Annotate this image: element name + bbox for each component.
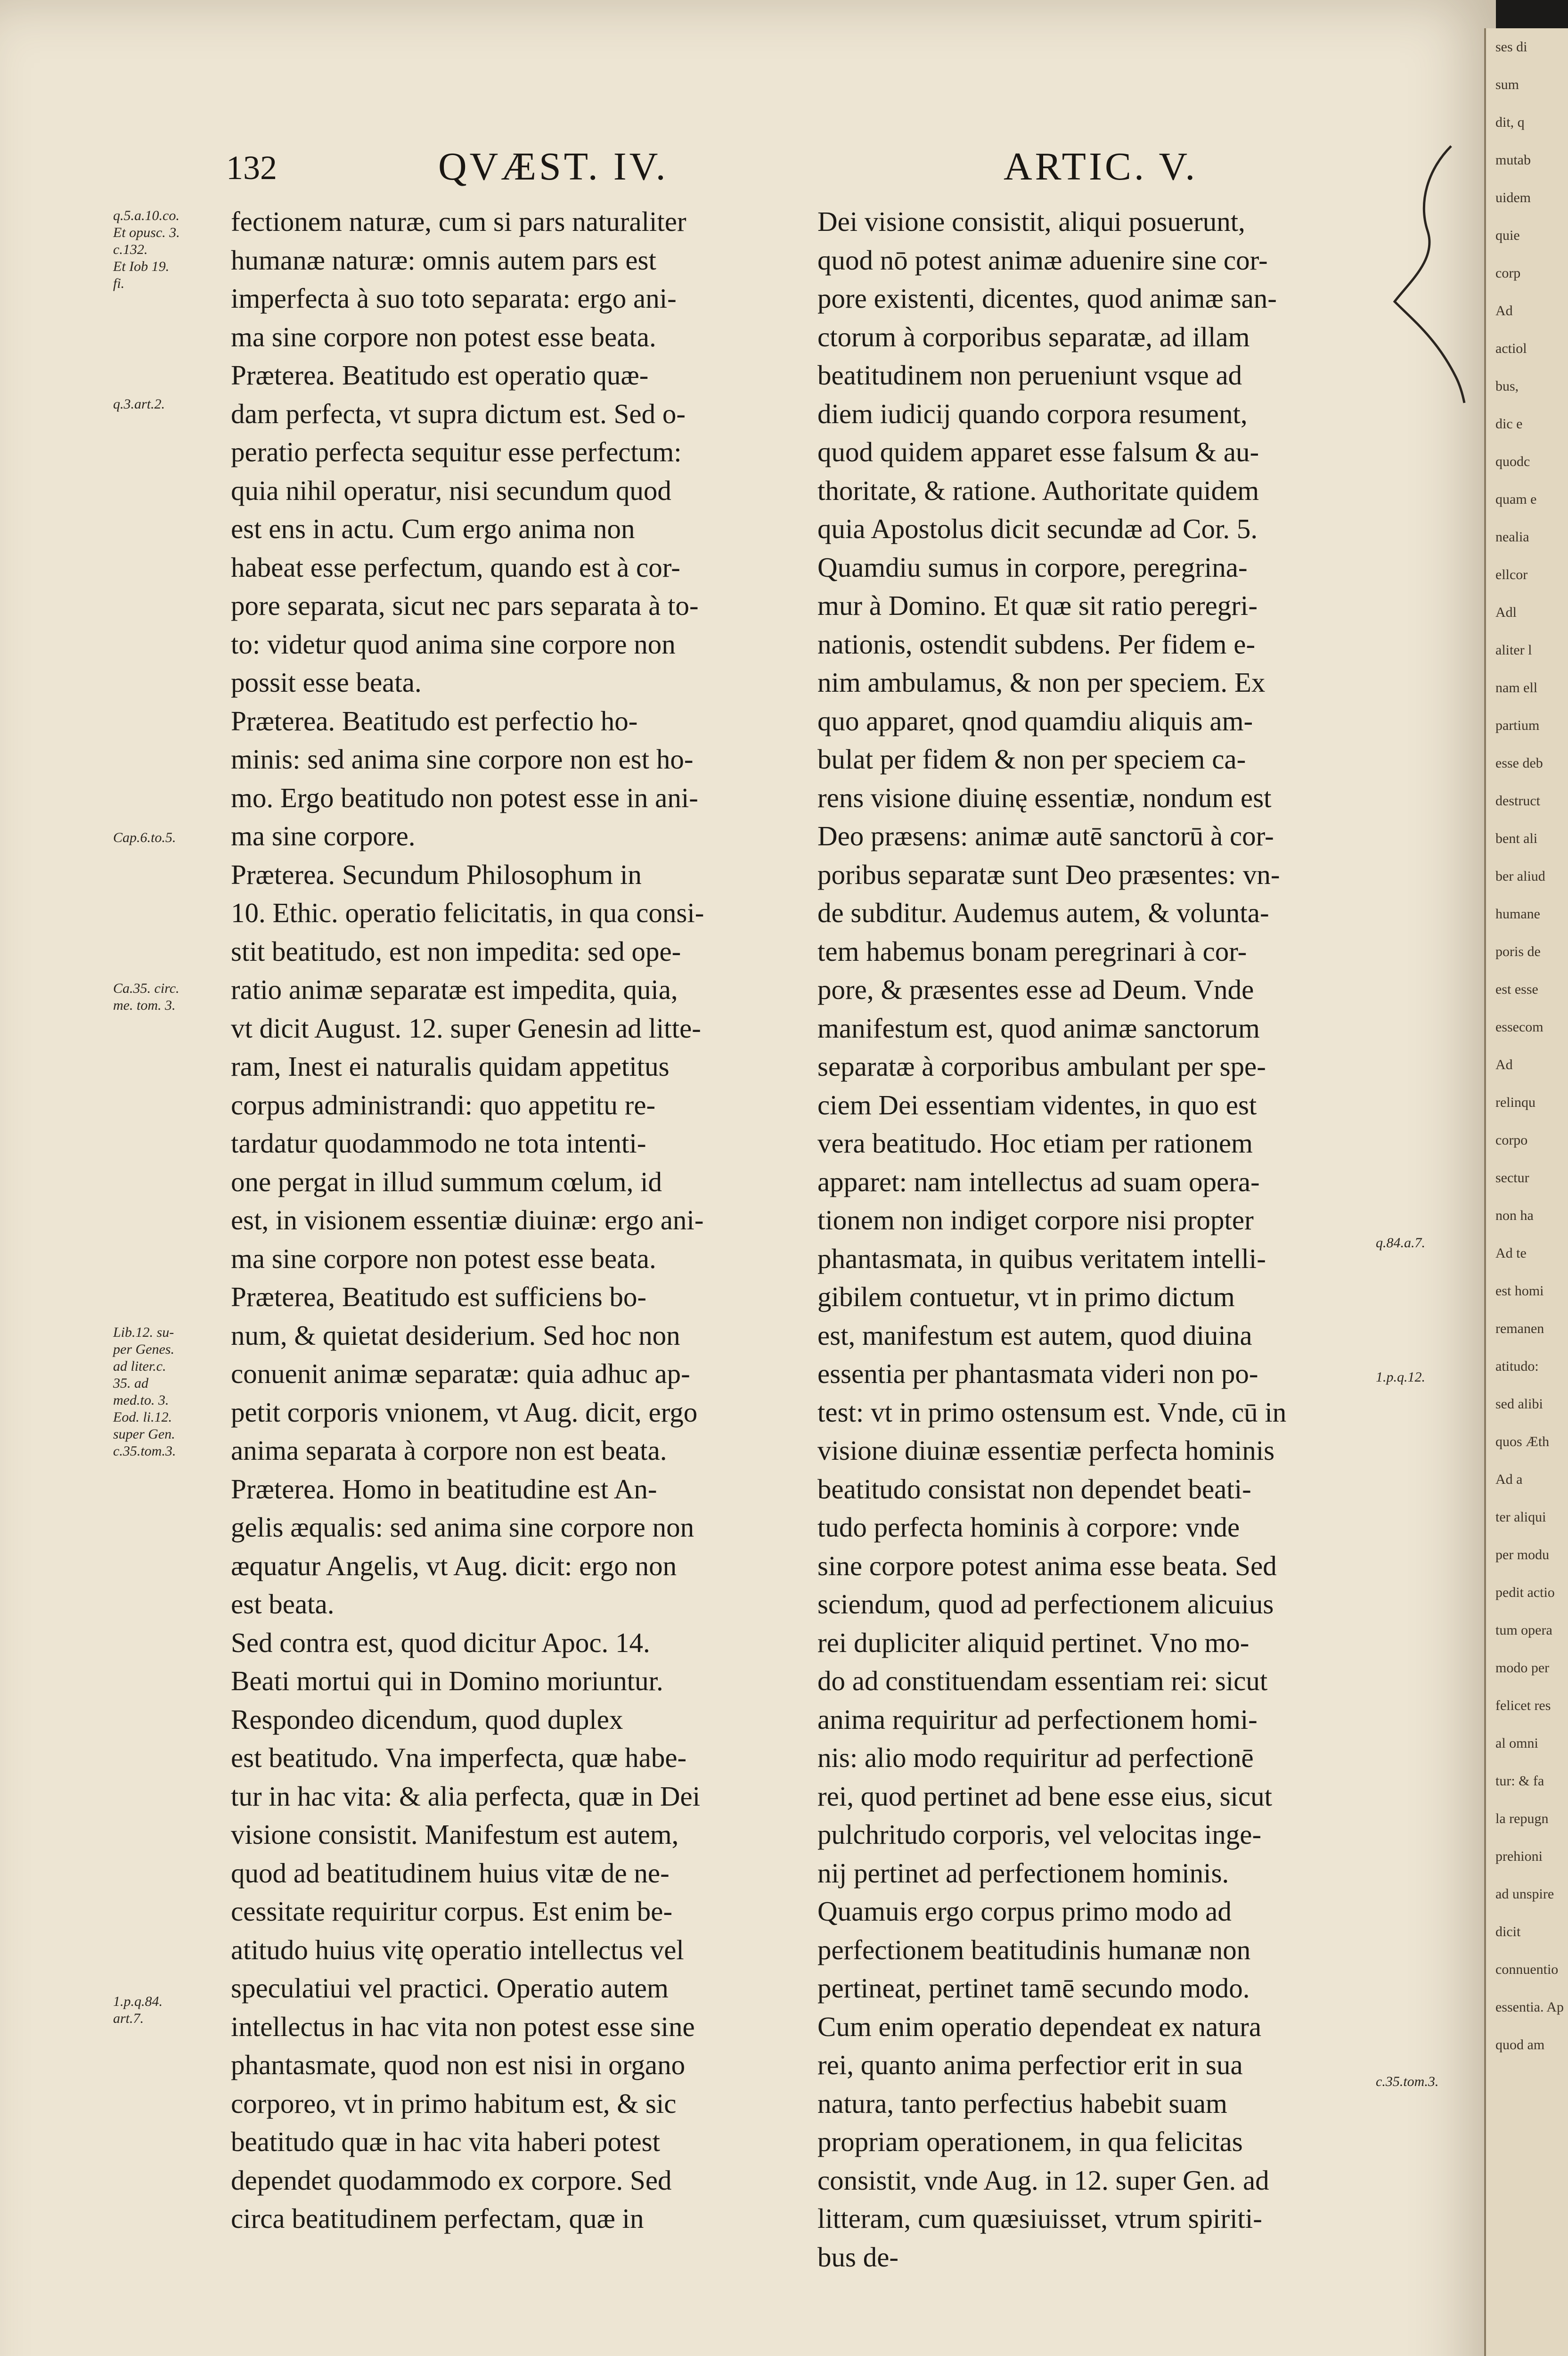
text-line: atitudo huius vitę operatio intellectus vel <box>231 1934 684 1965</box>
text-line: separatæ à corporibus ambulant per spe- <box>817 1051 1266 1082</box>
text-line: pore separata, sicut nec pars separata à to- <box>231 590 699 621</box>
adjacent-page-fragment: al omni <box>1495 1735 1538 1751</box>
text-line: imperfecta à suo toto separata: ergo ani- <box>231 283 677 314</box>
text-line: perfectionem beatitudinis humanæ non <box>817 1934 1251 1965</box>
adjacent-page-fragment: aliter l <box>1495 642 1532 658</box>
text-line: manifestum est, quod animæ sanctorum <box>817 1012 1260 1044</box>
text-line: ratio animæ separatæ est impedita, quia, <box>231 974 678 1005</box>
adjacent-page-fragment: quod am <box>1495 2037 1545 2053</box>
text-line: tionem non indiget corpore nisi propter <box>817 1204 1254 1235</box>
text-line: thoritate, & ratione. Authoritate quidem <box>817 474 1259 506</box>
adjacent-page-fragment: sed alibi <box>1495 1396 1543 1412</box>
text-line: phantasmate, quod non est nisi in organo <box>231 2049 686 2080</box>
margin-note-left: Lib.12. su- per Genes. ad liter.c. 35. ad med.to. 3. Eod. li.12. super Gen. c.35.tom.3. <box>113 1325 176 1459</box>
adjacent-page-edge <box>1484 28 1568 2356</box>
adjacent-page-fragment: partium <box>1495 718 1540 733</box>
margin-note-left: q.3.art.2. <box>113 396 165 412</box>
adjacent-page-fragment: est homi <box>1495 1283 1544 1299</box>
margin-note-left: q.5.a.10.co. Et opusc. 3. c.132. Et Iob 19. fi. <box>113 208 180 291</box>
text-line: visione diuinæ essentiæ perfecta hominis <box>817 1435 1275 1466</box>
text-line: phantasmata, in quibus veritatem intelli- <box>817 1243 1266 1274</box>
adjacent-page-fragment: la repugn <box>1495 1811 1549 1826</box>
adjacent-page-fragment: dit, q <box>1495 115 1525 130</box>
text-line: tur in hac vita: & alia perfecta, quæ in Dei <box>231 1780 701 1812</box>
text-line: quod quidem apparet esse falsum & au- <box>817 436 1259 467</box>
text-line: quia nihil operatur, nisi secundum quod <box>231 474 671 506</box>
text-line: 10. Ethic. operatio felicitatis, in qua consi- <box>231 897 704 928</box>
adjacent-page-fragment: humane <box>1495 906 1540 922</box>
text-line: litteram, cum quæsiuisset, vtrum spiriti- <box>817 2203 1262 2234</box>
text-line: pertineat, pertinet tamē secundo modo. <box>817 1972 1250 2004</box>
adjacent-page-fragment: dicit <box>1495 1924 1521 1939</box>
text-line: dependet quodammodo ex corpore. Sed <box>231 2164 672 2196</box>
text-line: Quamuis ergo corpus primo modo ad <box>817 1896 1232 1927</box>
text-line: bus de- <box>817 2241 899 2273</box>
text-line: corporeo, vt in primo habitum est, & sic <box>231 2087 677 2119</box>
text-line: nij pertinet ad perfectionem hominis. <box>817 1857 1229 1889</box>
text-line: est ens in actu. Cum ergo anima non <box>231 513 635 544</box>
text-line: beatitudo quæ in hac vita haberi potest <box>231 2126 660 2157</box>
text-line: pulchritudo corporis, vel velocitas inge- <box>817 1819 1262 1850</box>
adjacent-page-fragment: atitudo: <box>1495 1358 1539 1374</box>
text-line: est beata. <box>231 1588 335 1620</box>
text-line: consistit, vnde Aug. in 12. super Gen. ad <box>817 2164 1269 2196</box>
text-line: conuenit animæ separatæ: quia adhuc ap- <box>231 1358 690 1389</box>
text-line: anima requiritur ad perfectionem homi- <box>817 1703 1258 1735</box>
text-line: Præterea. Beatitudo est perfectio ho- <box>231 705 638 736</box>
text-line: æquatur Angelis, vt Aug. dicit: ergo non <box>231 1550 677 1581</box>
text-line: stit beatitudo, est non impedita: sed ope- <box>231 935 681 967</box>
text-line: num, & quietat desiderium. Sed hoc non <box>231 1319 680 1351</box>
text-line: humanæ naturæ: omnis autem pars est <box>231 244 656 276</box>
text-line: sciendum, quod ad perfectionem alicuius <box>817 1588 1274 1620</box>
adjacent-page-fragment: corpo <box>1495 1132 1528 1148</box>
adjacent-page-fragment: nealia <box>1495 529 1529 545</box>
text-line: vera beatitudo. Hoc etiam per rationem <box>817 1128 1253 1159</box>
adjacent-page-fragment: relinqu <box>1495 1095 1535 1110</box>
question-heading: QVÆST. IV. <box>438 145 669 188</box>
text-line: Præterea. Homo in beatitudine est An- <box>231 1473 657 1505</box>
adjacent-page-fragment: per modu <box>1495 1547 1550 1562</box>
text-line: one pergat in illud summum cœlum, id <box>231 1166 662 1197</box>
adjacent-page-fragment: bent ali <box>1495 831 1538 846</box>
adjacent-page-fragment: quie <box>1495 228 1520 243</box>
adjacent-page-fragment: mutab <box>1495 152 1531 168</box>
adjacent-page-fragment: quodc <box>1495 454 1530 469</box>
text-line: ram, Inest ei naturalis quidam appetitus <box>231 1051 670 1082</box>
adjacent-page-fragment: bus, <box>1495 378 1519 394</box>
adjacent-page-fragment: pedit actio <box>1495 1585 1555 1600</box>
text-line: rei, quod pertinet ad bene esse eius, sicut <box>817 1780 1273 1812</box>
ink-annotation-mark <box>1380 141 1475 405</box>
text-line: speculatiui vel practici. Operatio autem <box>231 1972 669 2004</box>
text-line: est, in visionem essentiæ diuinæ: ergo ani- <box>231 1204 704 1235</box>
text-line: pore existenti, dicentes, quod animæ san- <box>817 283 1277 314</box>
text-line: petit corporis vnionem, vt Aug. dicit, ergo <box>231 1396 698 1428</box>
text-line: ctorum à corporibus separatæ, ad illam <box>817 321 1250 352</box>
adjacent-page-fragment: ter aliqui <box>1495 1509 1546 1525</box>
adjacent-page-fragment: Ad <box>1495 303 1513 319</box>
text-line: essentia per phantasmata videri non po- <box>817 1358 1258 1389</box>
adjacent-page-fragment: connuentio <box>1495 1962 1559 1977</box>
text-line: Quamdiu sumus in corpore, peregrina- <box>817 551 1248 583</box>
text-line: peratio perfecta sequitur esse perfectum: <box>231 436 682 467</box>
text-line: est, manifestum est autem, quod diuina <box>817 1319 1252 1351</box>
adjacent-page-fragment: Ad te <box>1495 1245 1527 1261</box>
adjacent-page-fragment: remanen <box>1495 1321 1544 1336</box>
text-line: Præterea. Secundum Philosophum in <box>231 859 642 890</box>
text-line: est beatitudo. Vna imperfecta, quæ habe- <box>231 1742 687 1773</box>
adjacent-page-fragment: prehioni <box>1495 1849 1543 1864</box>
text-line: pore, & præsentes esse ad Deum. Vnde <box>817 974 1254 1005</box>
margin-note-right: c.35.tom.3. <box>1376 2074 1439 2089</box>
adjacent-page-fragment: actiol <box>1495 341 1527 356</box>
text-line: ma sine corpore non potest esse beata. <box>231 321 656 352</box>
adjacent-page-fragment: Ad <box>1495 1057 1513 1072</box>
text-line: propriam operationem, in qua felicitas <box>817 2126 1243 2157</box>
text-line: tardatur quodammodo ne tota intenti- <box>231 1128 646 1159</box>
text-line: gibilem contuetur, vt in primo dictum <box>817 1281 1235 1312</box>
running-header <box>226 144 1357 196</box>
adjacent-page-fragment: sectur <box>1495 1170 1529 1186</box>
text-line: corpus administrandi: quo appetitu re- <box>231 1089 656 1121</box>
left-text-column <box>231 203 768 2238</box>
text-line: quod ad beatitudinem huius vitæ de ne- <box>231 1857 670 1889</box>
margin-note-left: 1.p.q.84. art.7. <box>113 1994 163 2026</box>
text-line: quo apparet, qnod quamdiu aliquis am- <box>817 705 1253 736</box>
text-line: mo. Ergo beatitudo non potest esse in ani- <box>231 782 698 813</box>
adjacent-page-fragment: modo per <box>1495 1660 1550 1676</box>
text-line: circa beatitudinem perfectam, quæ in <box>231 2203 644 2234</box>
page-number: 132 <box>226 149 277 187</box>
text-line: cessitate requiritur corpus. Est enim be- <box>231 1896 673 1927</box>
text-line: ma sine corpore non potest esse beata. <box>231 1243 656 1274</box>
adjacent-page-fragment: esse deb <box>1495 755 1543 771</box>
text-line: gelis æqualis: sed anima sine corpore non <box>231 1512 694 1543</box>
text-line: poribus separatæ sunt Deo præsentes: vn- <box>817 859 1280 890</box>
text-line: tudo perfecta hominis à corpore: vnde <box>817 1512 1240 1543</box>
text-line: dam perfecta, vt supra dictum est. Sed o- <box>231 398 686 429</box>
text-line: Præterea. Beatitudo est operatio quæ- <box>231 360 649 391</box>
text-line: nim ambulamus, & non per speciem. Ex <box>817 667 1266 698</box>
adjacent-page-fragment: nam ell <box>1495 680 1538 695</box>
adjacent-page-fragment: ber aliud <box>1495 868 1545 884</box>
text-line: test: vt in primo ostensum est. Vnde, cū in <box>817 1396 1287 1428</box>
text-line: beatitudo consistat non dependet beati- <box>817 1473 1251 1505</box>
text-line: vt dicit August. 12. super Genesin ad litte- <box>231 1012 701 1044</box>
margin-note-left: Cap.6.to.5. <box>113 830 176 845</box>
text-line: sine corpore potest anima esse beata. Sed <box>817 1550 1277 1581</box>
text-line: visione consistit. Manifestum est autem, <box>231 1819 679 1850</box>
text-line: Sed contra est, quod dicitur Apoc. 14. <box>231 1627 650 1658</box>
adjacent-page-fragment: ses di <box>1495 39 1527 55</box>
text-line: diem iudicij quando corpora resument, <box>817 398 1248 429</box>
adjacent-page-fragment: essentia. Ap <box>1495 1999 1564 2015</box>
adjacent-page-fragment: destruct <box>1495 793 1540 809</box>
adjacent-page-fragment: quam e <box>1495 491 1537 507</box>
text-line: anima separata à corpore non est beata. <box>231 1435 667 1466</box>
adjacent-page-fragment: uidem <box>1495 190 1531 205</box>
text-line: rei dupliciter aliquid pertinet. Vno mo- <box>817 1627 1250 1658</box>
adjacent-page-fragment: Ad a <box>1495 1472 1523 1487</box>
article-heading: ARTIC. V. <box>1004 145 1198 188</box>
adjacent-page-fragment: est esse <box>1495 982 1538 997</box>
adjacent-page-fragment: ellcor <box>1495 567 1528 582</box>
text-line: Deo præsens: animæ autē sanctorū à cor- <box>817 820 1274 851</box>
margin-note-right: 1.p.q.12. <box>1376 1369 1425 1385</box>
text-line: Præterea, Beatitudo est sufficiens bo- <box>231 1281 647 1312</box>
text-line: fectionem naturæ, cum si pars naturaliter <box>231 206 686 237</box>
text-line: nationis, ostendit subdens. Per fidem e- <box>817 628 1256 660</box>
adjacent-page-fragment: corp <box>1495 265 1521 281</box>
adjacent-page-fragment: sum <box>1495 77 1519 92</box>
right-text-column <box>817 203 1355 2276</box>
adjacent-page-fragment: tum opera <box>1495 1622 1552 1638</box>
adjacent-page-fragment: poris de <box>1495 944 1541 959</box>
text-line: quod nō potest animæ aduenire sine cor- <box>817 244 1268 276</box>
text-line: possit esse beata. <box>231 667 422 698</box>
text-line: bulat per fidem & non per speciem ca- <box>817 744 1246 775</box>
adjacent-page-fragment: non ha <box>1495 1208 1534 1223</box>
text-line: minis: sed anima sine corpore non est ho- <box>231 744 694 775</box>
text-line: apparet: nam intellectus ad suam opera- <box>817 1166 1260 1197</box>
text-line: do ad constituendam essentiam rei: sicut <box>817 1665 1268 1696</box>
adjacent-page-fragment: felicet res <box>1495 1698 1551 1713</box>
margin-note-right: q.84.a.7. <box>1376 1235 1425 1251</box>
text-line: Cum enim operatio dependeat ex natura <box>817 2011 1262 2042</box>
text-line: tem habemus bonam peregrinari à cor- <box>817 935 1247 967</box>
text-line: Respondeo dicendum, quod duplex <box>231 1703 623 1735</box>
adjacent-page-fragment: tur: & fa <box>1495 1773 1544 1789</box>
adjacent-page-fragment: quos Æth <box>1495 1434 1550 1449</box>
margin-note-left: Ca.35. circ. me. tom. 3. <box>113 981 180 1013</box>
text-line: rei, quanto anima perfectior erit in sua <box>817 2049 1243 2080</box>
text-line: Beati mortui qui in Domino moriuntur. <box>231 1665 663 1696</box>
adjacent-page-fragment: Adl <box>1495 605 1517 620</box>
adjacent-page-fragment: essecom <box>1495 1019 1544 1035</box>
text-line: natura, tanto perfectius habebit suam <box>817 2087 1227 2119</box>
text-line: ciem Dei essentiam videntes, in quo est <box>817 1089 1257 1121</box>
text-line: intellectus in hac vita non potest esse sine <box>231 2011 695 2042</box>
text-line: quia Apostolus dicit secundæ ad Cor. 5. <box>817 513 1258 544</box>
text-line: ma sine corpore. <box>231 820 416 851</box>
text-line: habeat esse perfectum, quando est à cor- <box>231 551 680 583</box>
adjacent-page-fragment: ad unspire <box>1495 1886 1554 1902</box>
text-line: rens visione diuinę essentiæ, nondum est <box>817 782 1272 813</box>
text-line: to: videtur quod anima sine corpore non <box>231 628 676 660</box>
text-line: de subditur. Audemus autem, & volunta- <box>817 897 1269 928</box>
text-line: Dei visione consistit, aliqui posuerunt, <box>817 206 1245 237</box>
text-line: beatitudinem non perueniunt vsque ad <box>817 360 1242 391</box>
text-line: nis: alio modo requiritur ad perfectionē <box>817 1742 1254 1773</box>
text-line: mur à Domino. Et quæ sit ratio peregri- <box>817 590 1258 621</box>
adjacent-page-fragment: dic e <box>1495 416 1523 432</box>
